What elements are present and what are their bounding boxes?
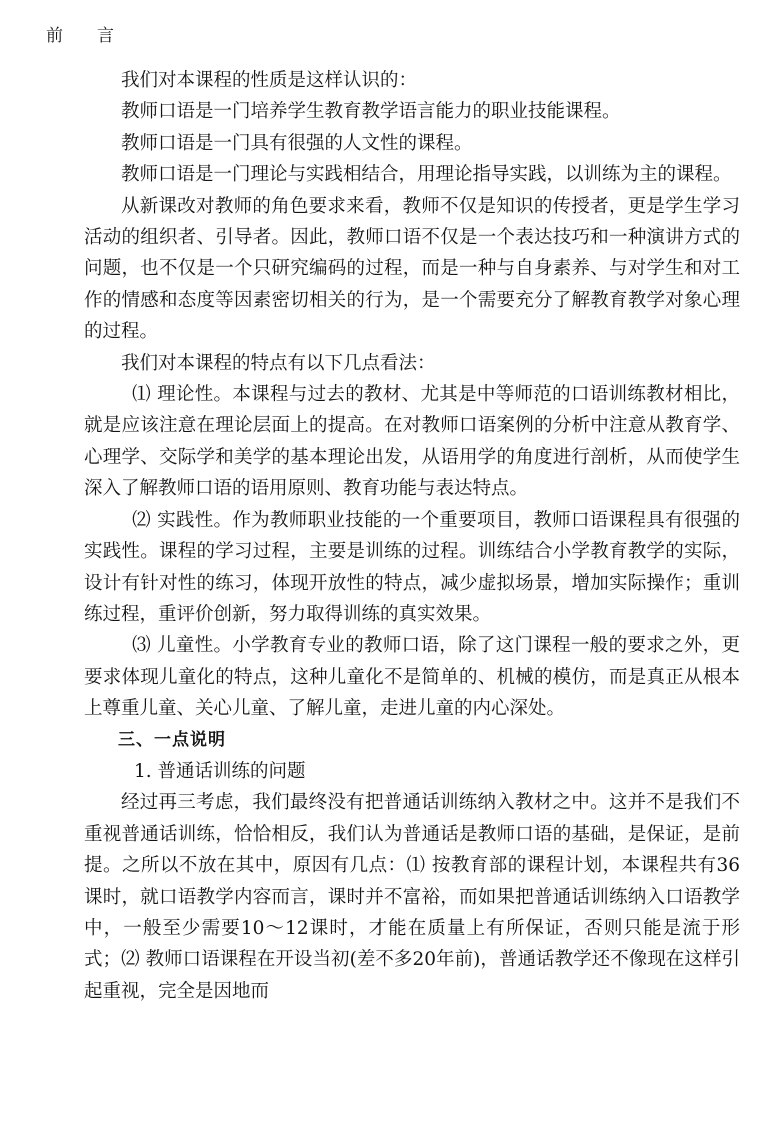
paragraph-feature-childlike: ⑶ 儿童性。小学教育专业的教师口语，除了这门课程一般的要求之外，更要求体现儿童化的特点，这种儿童化不是简单的、机械的模仿，而是真正从根本上尊重儿童、关心儿童、了解儿童，走进儿童的内心深处。 — [84, 635, 740, 720]
paragraph-feature-practice: ⑵ 实践性。作为教师职业技能的一个重要项目，教师口语课程具有很强的实践性。课程的学习过程，主要是训练的过程。训练结合小学教育教学的实际，设计有针对性的练习，体现开放性的特点，减少虚拟场景，增加实际操作；重训练过程，重评价创新，努力取得训练的真实效果。 — [84, 509, 740, 625]
paragraph-nature-3: 教师口语是一门理论与实践相结合，用理论指导实践，以训练为主的课程。 — [121, 164, 732, 186]
section-heading: 三、一点说明 — [118, 729, 226, 750]
paragraph-feature-theory: ⑴ 理论性。本课程与过去的教材、尤其是中等师范的口语训练教材相比，就是应该注意在理论层面上的提高。在对教师口语案例的分析中注意从教育学、心理学、交际学和美学的基本理论出发，从语用学的角度进行剖析，从而使学生深入了解教师口语的语用原则、教育功能与表达特点。 — [84, 384, 740, 500]
section-subheading: 1. 普通话训练的问题 — [133, 760, 306, 782]
paragraph-teacher-role: 从新课改对教师的角色要求来看，教师不仅是知识的传授者，更是学生学习活动的组织者、引导者。因此，教师口语不仅是一个表达技巧和一种演讲方式的问题，也不仅是一个只研究编码的过程，而是一种与自身素养、与对学生和对工作的情感和态度等因素密切相关的行为，是一个需要充分了解教育教学对象心理的过程。 — [84, 195, 740, 343]
paragraph-nature-1: 教师口语是一门培养学生教育教学语言能力的职业技能课程。 — [121, 101, 621, 123]
paragraph-features-intro: 我们对本课程的特点有以下几点看法： — [121, 352, 436, 374]
body-text — [84, 65, 740, 1007]
paragraph-nature-2: 教师口语是一门具有很强的人文性的课程。 — [121, 132, 473, 154]
running-header: 前言 — [46, 26, 148, 46]
paragraph-putonghua: 经过再三考虑，我们最终没有把普通话训练纳入教材之中。这并不是我们不重视普通话训练，恰恰相反，我们认为普通话是教师口语的基础，是保证，是前提。之所以不放在其中，原因有几点：⑴ 按教育部的课程计划，本课程共有36课时，就口语教学内容而言，课时并不富裕，而如果把普通话训练纳入口语教学中，一般至少需要10～12课时，才能在质量上有所保证，否则只能是流于形式；⑵ 教师口语课程在开设当初(差不多20年前)，普通话教学还不像现在这样引起重视，完全是因地而 — [84, 792, 740, 1002]
paragraph-nature-intro: 我们对本课程的性质是这样认识的： — [121, 70, 418, 91]
